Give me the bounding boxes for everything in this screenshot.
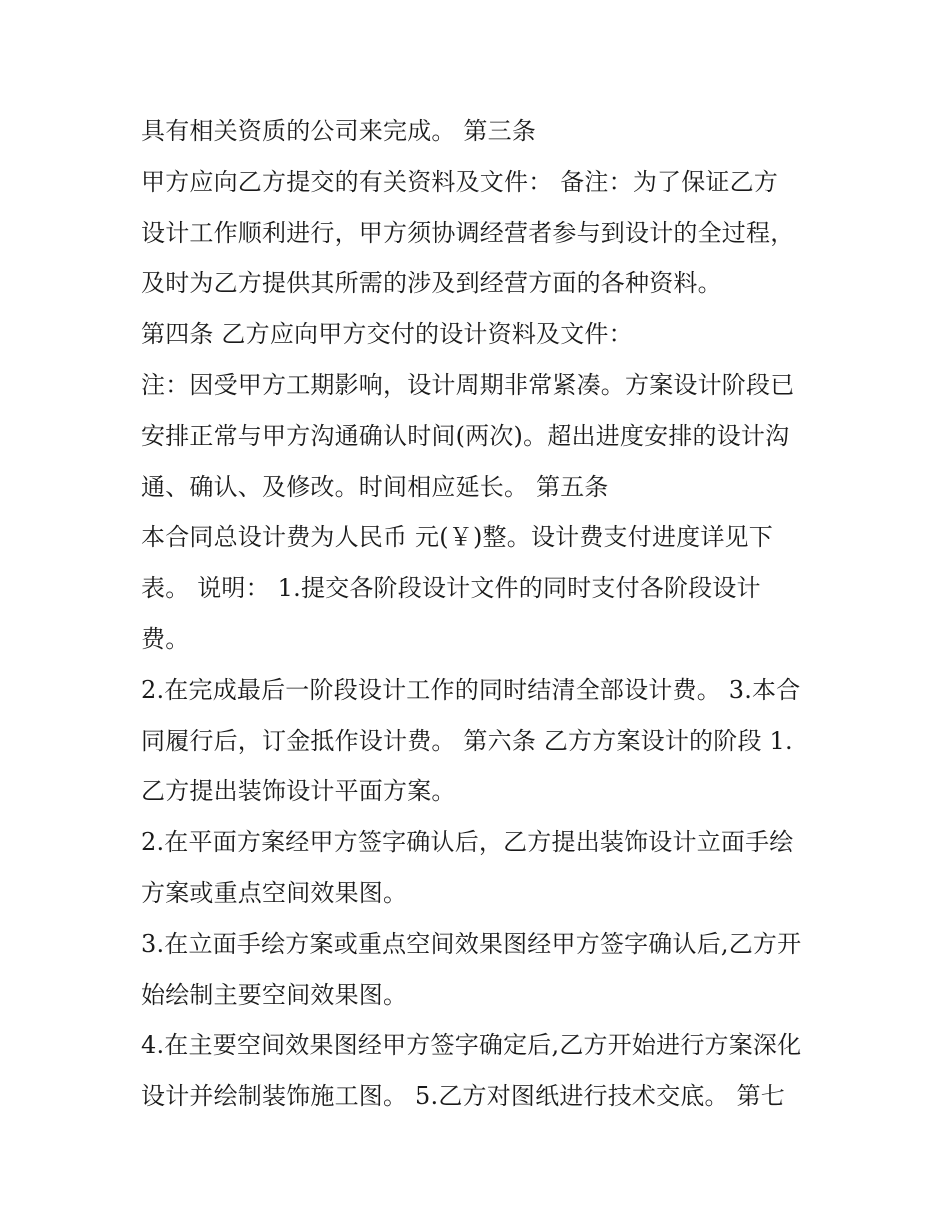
- text-line: 第四条 乙方应向甲方交付的设计资料及文件：: [141, 320, 633, 349]
- text-line: 表。 说明： 1.提交各阶段设计文件的同时支付各阶段设计: [141, 574, 761, 603]
- text-line: 同履行后，订金抵作设计费。 第六条 乙方方案设计的阶段 1.: [141, 726, 793, 755]
- text-line: 本合同总设计费为人民币 元(￥)整。设计费支付进度详见下: [141, 523, 773, 552]
- text-line: 甲方应向乙方提交的有关资料及文件： 备注：为了保证乙方: [141, 167, 779, 196]
- text-line: 设计工作顺利进行，甲方须协调经营者参与到设计的全过程，: [141, 218, 795, 247]
- text-line: 乙方提出装饰设计平面方案。: [141, 777, 456, 806]
- contract-text-body: [141, 106, 821, 1122]
- text-line: 2.在完成最后一阶段设计工作的同时结清全部设计费。 3.本合: [141, 675, 801, 704]
- text-line: 方案或重点空间效果图。: [141, 878, 408, 907]
- text-line: 3.在立面手绘方案或重点空间效果图经甲方签字确认后,乙方开: [141, 929, 802, 958]
- text-line: 4.在主要空间效果图经甲方签字确定后,乙方开始进行方案深化: [141, 1031, 802, 1060]
- text-line: 及时为乙方提供其所需的涉及到经营方面的各种资料。: [141, 269, 722, 298]
- text-line: 费。: [141, 624, 190, 653]
- text-line: 具有相关资质的公司来完成。 第三条: [141, 117, 537, 145]
- text-line: 始绘制主要空间效果图。: [141, 980, 408, 1009]
- text-line: 安排正常与甲方沟通确认时间(两次)。超出进度安排的设计沟: [141, 421, 790, 450]
- text-line: 注：因受甲方工期影响，设计周期非常紧凑。方案设计阶段已: [141, 370, 795, 399]
- text-line: 设计并绘制装饰施工图。 5.乙方对图纸进行技术交底。 第七: [141, 1082, 785, 1111]
- text-line: 通、确认、及修改。时间相应延长。 第五条: [141, 472, 609, 501]
- text-line: 2.在平面方案经甲方签字确认后，乙方提出装饰设计立面手绘: [141, 828, 794, 857]
